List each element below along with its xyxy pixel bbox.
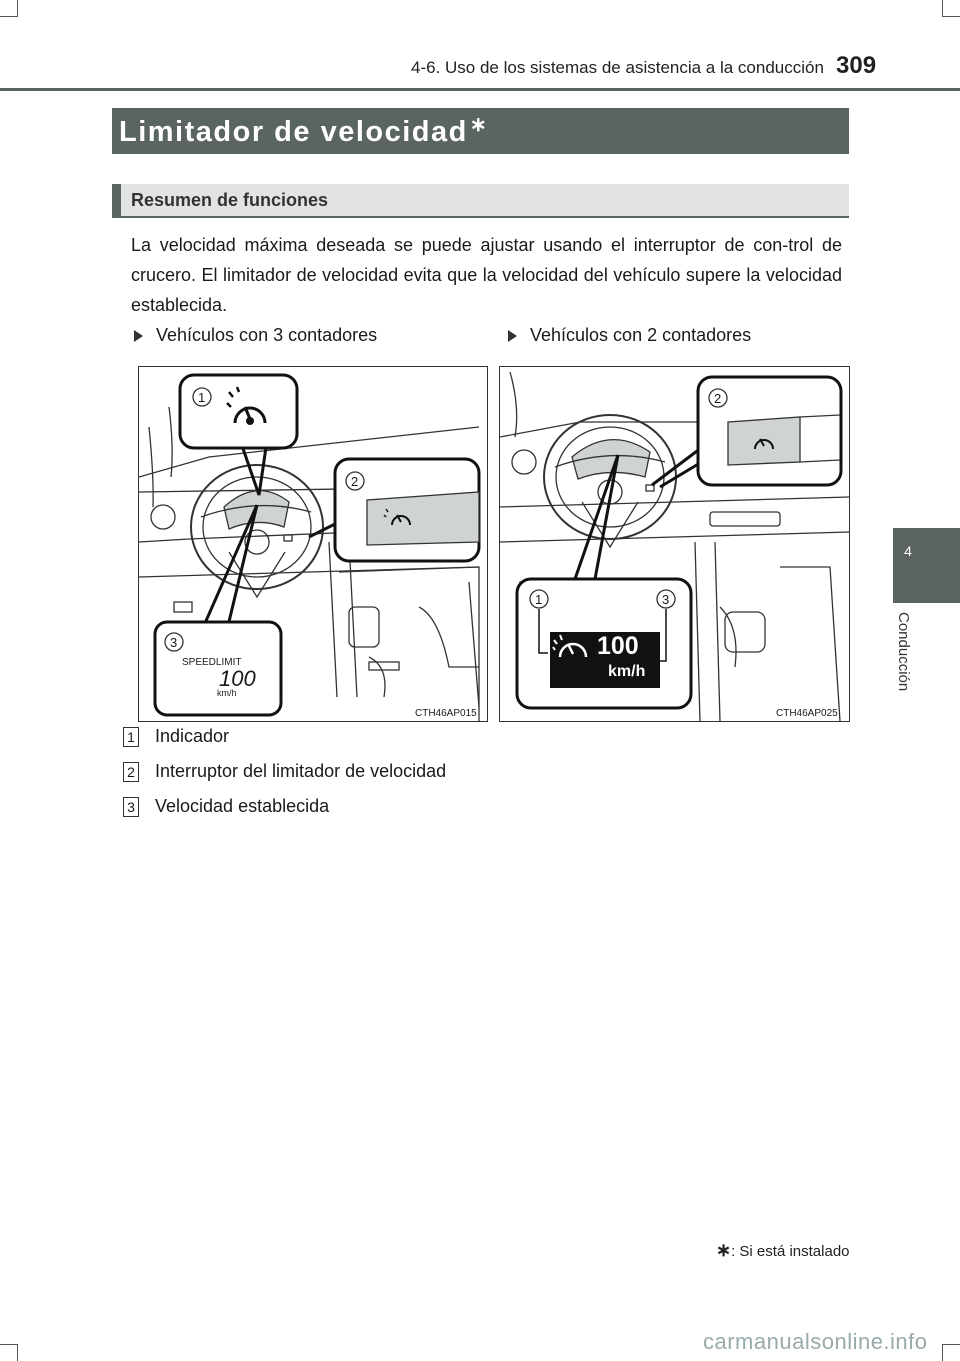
subsection-title: Resumen de funciones — [131, 190, 329, 210]
triangle-bullet-icon — [508, 330, 517, 342]
chapter-side-tab — [893, 528, 960, 603]
intro-paragraph: La velocidad máxima deseada se puede ajustar usando el interruptor de con-trol de crucero. El limitador de velocidad evita que la velocidad del vehículo supere la velocidad establecida. — [131, 235, 842, 315]
page-number: 309 — [836, 52, 877, 79]
legend-number: 1 — [123, 727, 139, 747]
chapter-header: 4-6. Uso de los sistemas de asistencia a la conducción — [411, 58, 824, 77]
figure-3-meters — [138, 366, 488, 722]
display-unit: km/h — [217, 688, 237, 698]
column-heading-text: Vehículos con 2 contadores — [530, 325, 752, 345]
legend-text: Indicador — [155, 726, 230, 746]
section-title — [119, 116, 488, 149]
crop-mark — [17, 0, 18, 17]
figure-2-meters — [499, 366, 850, 722]
crop-mark — [942, 1344, 943, 1361]
section-title-text: Limitador de velocidad — [119, 116, 468, 148]
triangle-bullet-icon — [134, 330, 143, 342]
display-value: 100 — [597, 632, 639, 660]
crop-mark — [942, 0, 943, 17]
legend-text: Interruptor del limitador de velocidad — [155, 761, 447, 781]
crop-mark — [17, 1344, 18, 1361]
header-rule — [0, 88, 960, 91]
column-heading-2-meters — [508, 325, 751, 346]
legend-item-1 — [123, 726, 229, 747]
column-heading-text: Vehículos con 3 contadores — [156, 325, 378, 345]
watermark: carmanualsonline.info — [703, 1329, 928, 1354]
section-title-bar — [112, 108, 849, 154]
subsection-bar — [112, 184, 849, 216]
chapter-tab-label: Conducción — [895, 612, 912, 692]
display-unit: km/h — [608, 663, 646, 680]
legend-number: 2 — [123, 762, 139, 782]
asterisk-icon: ∗ — [469, 114, 489, 136]
crop-mark — [0, 1344, 18, 1345]
callout-number: 3 — [170, 635, 178, 650]
crop-mark — [942, 1344, 960, 1345]
footnote-text: : Si está instalado — [731, 1243, 850, 1260]
chapter-tab-label-wrap — [895, 612, 925, 722]
legend-item-2 — [123, 761, 446, 782]
column-heading-3-meters — [134, 325, 377, 346]
figure-code: CTH46AP015 — [415, 708, 477, 719]
callout-number: 1 — [535, 592, 543, 607]
crop-mark — [942, 16, 960, 17]
legend-text: Velocidad establecida — [155, 796, 330, 816]
crop-mark — [0, 16, 18, 17]
display-label: SPEEDLIMIT — [182, 657, 242, 668]
figure-code: CTH46AP025 — [776, 708, 838, 719]
display-value: 100 — [219, 666, 256, 691]
legend-number: 3 — [123, 797, 139, 817]
callout-number: 2 — [714, 391, 722, 406]
dashboard-illustration-2 — [500, 367, 849, 721]
legend-item-3 — [123, 796, 329, 817]
footnote — [716, 1240, 850, 1261]
callout-number: 2 — [351, 474, 359, 489]
subsection-underline — [112, 216, 849, 218]
callout-number: 1 — [198, 390, 206, 405]
chapter-tab-number: 4 — [904, 543, 912, 559]
asterisk-icon: ∗ — [716, 1240, 732, 1260]
callout-number: 3 — [662, 592, 670, 607]
